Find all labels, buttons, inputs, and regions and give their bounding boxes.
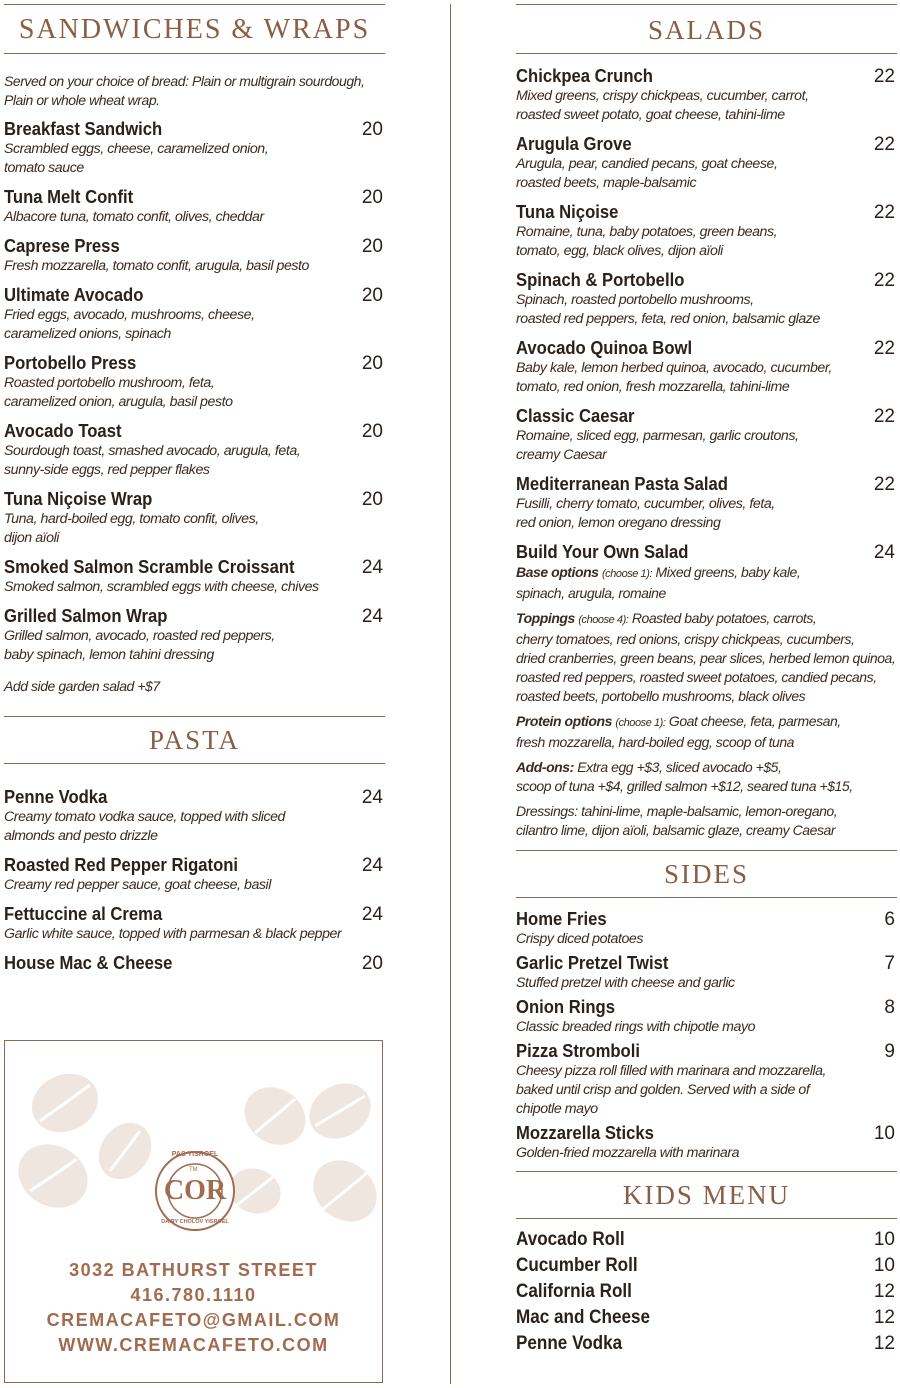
item-price: 24 <box>361 557 383 578</box>
item-price: 22 <box>873 202 895 223</box>
left-column <box>4 0 385 982</box>
item-description: Crispy diced potatoes <box>516 931 643 947</box>
section-title-sandwiches: SANDWICHES & WRAPS <box>18 14 371 45</box>
item-name: Tuna Niçoise <box>516 201 619 222</box>
menu-item <box>4 284 385 344</box>
item-name: Mozzarella Sticks <box>516 1122 654 1143</box>
item-price: 10 <box>873 1229 895 1250</box>
item-description: Fusilli, cherry tomato, cucumber, olives, feta, red onion, lemon oregano dressing <box>516 496 775 531</box>
item-description: Mixed greens, crispy chickpeas, cucumber, carrot, roasted sweet potato, goat cheese, tahini-lime <box>516 88 809 123</box>
divider <box>516 1171 897 1172</box>
item-price: 22 <box>873 270 895 291</box>
item-name: Avocado Quinoa Bowl <box>516 337 693 358</box>
menu-item <box>516 1307 897 1328</box>
item-description: Fresh mozzarella, tomato confit, arugula, basil pesto <box>4 258 309 274</box>
menu-item <box>516 1040 897 1119</box>
item-description: Creamy tomato vodka sauce, topped with sliced almonds and pesto drizzle <box>4 809 285 844</box>
menu-item <box>4 854 385 895</box>
item-price: 24 <box>361 904 383 925</box>
side-salad-note: Add side garden salad +$7 <box>4 678 160 694</box>
item-name: Breakfast Sandwich <box>4 118 163 139</box>
menu-item <box>4 186 385 227</box>
item-price: 24 <box>361 606 383 627</box>
item-price: 24 <box>361 787 383 808</box>
menu-item <box>516 337 897 397</box>
contact-box <box>4 1040 383 1383</box>
item-price: 22 <box>873 474 895 495</box>
section-title-pasta: PASTA <box>149 725 240 755</box>
item-name: Avocado Roll <box>516 1229 625 1250</box>
divider <box>516 897 897 898</box>
menu-item <box>516 1229 897 1250</box>
item-description: Classic breaded rings with chipotle mayo <box>516 1019 756 1035</box>
menu-item <box>516 65 897 125</box>
menu-item <box>4 118 385 178</box>
item-name: Avocado Toast <box>4 420 122 441</box>
divider <box>516 53 897 54</box>
item-price: 20 <box>361 353 383 374</box>
item-price: 20 <box>361 421 383 442</box>
item-price: 22 <box>873 66 895 87</box>
item-price: 6 <box>884 909 895 930</box>
sides-list <box>516 908 897 1163</box>
dressings-options: Dressings: tahini-lime, maple-balsamic, lemon-oregano, cilantro lime, dijon aïoli, balsamic glaze, creamy Caesar <box>516 803 838 838</box>
item-description: Tuna, hard-boiled egg, tomato confit, olives, dijon aïoli <box>4 511 259 546</box>
item-name: Arugula Grove <box>516 133 632 154</box>
toppings-options: Toppings (choose 4): Roasted baby potatoes, carrots, cherry tomatoes, red onions, crispy chickpeas, cucumbers, dried cranberries, green beans, pear slices, herbed lemon quinoa, roasted red peppers, roasted sweet potatoes, candied pecans, roasted beets, portobello mushrooms, black olives <box>516 610 896 704</box>
menu-item <box>4 605 385 665</box>
item-name: Penne Vodka <box>516 1333 623 1354</box>
item-price: 24 <box>873 542 895 563</box>
item-price: 12 <box>873 1333 895 1354</box>
divider <box>516 850 897 851</box>
menu-item <box>516 405 897 465</box>
bread-note: Served on your choice of bread: Plain or multigrain sourdough, Plain or whole wheat wrap. <box>4 73 365 108</box>
right-column <box>516 0 897 1359</box>
item-name: Garlic Pretzel Twist <box>516 952 669 973</box>
menu-item <box>516 269 897 329</box>
salad-list <box>516 65 897 533</box>
item-description: Romaine, sliced egg, parmesan, garlic croutons, creamy Caesar <box>516 428 799 463</box>
divider <box>4 763 385 764</box>
item-name: Grilled Salmon Wrap <box>4 605 168 626</box>
item-description: Roasted portobello mushroom, feta, caramelized onion, arugula, basil pesto <box>4 375 233 410</box>
item-name: California Roll <box>516 1281 632 1302</box>
item-description: Golden-fried mozzarella with marinara <box>516 1145 740 1161</box>
pasta-list <box>4 786 385 974</box>
section-title-kids: KIDS MENU <box>622 1180 791 1210</box>
logo-tm: TM <box>189 1167 198 1173</box>
item-price: 20 <box>361 119 383 140</box>
menu-item <box>4 235 385 276</box>
item-description: Romaine, tuna, baby potatoes, green beans, tomato, egg, black olives, dijon aïoli <box>516 224 778 259</box>
item-description: Cheesy pizza roll filled with marinara and mozzarella, baked until crisp and golden. Served with a side of chipotle mayo <box>516 1063 827 1117</box>
item-name: Fettuccine al Crema <box>4 903 163 924</box>
item-name: Smoked Salmon Scramble Croissant <box>4 556 295 577</box>
menu-item <box>516 201 897 261</box>
item-description: Smoked salmon, scrambled eggs with cheese, chives <box>4 579 319 595</box>
addons-options: Add-ons: Extra egg +$3, sliced avocado +$5, scoop of tuna +$4, grilled salmon +$12, seared tuna +$15, <box>516 759 853 794</box>
item-name: Penne Vodka <box>4 786 108 807</box>
divider <box>516 1218 897 1219</box>
item-name: Tuna Niçoise Wrap <box>4 488 153 509</box>
kids-list <box>516 1229 897 1354</box>
menu-item <box>4 488 385 548</box>
item-price: 20 <box>361 187 383 208</box>
phone: 416.780.1110 <box>130 1285 257 1305</box>
item-description: Fried eggs, avocado, mushrooms, cheese, caramelized onions, spinach <box>4 307 255 342</box>
item-description: Arugula, pear, candied pecans, goat cheese, roasted beets, maple-balsamic <box>516 156 778 191</box>
item-name: Home Fries <box>516 908 607 929</box>
item-price: 20 <box>361 953 383 974</box>
menu-item <box>516 908 897 949</box>
item-price: 22 <box>873 134 895 155</box>
menu-item <box>4 786 385 846</box>
item-price: 20 <box>361 489 383 510</box>
item-price: 10 <box>873 1255 895 1276</box>
item-price: 20 <box>361 236 383 257</box>
item-price: 20 <box>361 285 383 306</box>
item-price: 8 <box>884 997 895 1018</box>
item-price: 22 <box>873 406 895 427</box>
address: 3032 BATHURST STREET <box>69 1260 318 1280</box>
item-price: 7 <box>884 953 895 974</box>
email: CREMACAFETO@GMAIL.COM <box>46 1310 341 1330</box>
item-name: Build Your Own Salad <box>516 541 689 562</box>
website: WWW.CREMACAFETO.COM <box>58 1335 329 1355</box>
menu-item <box>516 996 897 1037</box>
section-title-salads: SALADS <box>647 15 766 45</box>
divider <box>4 716 385 717</box>
item-name: Chickpea Crunch <box>516 65 653 86</box>
item-price: 12 <box>873 1281 895 1302</box>
column-divider <box>450 4 451 1384</box>
protein-options: Protein options (choose 1): Goat cheese, feta, parmesan, fresh mozzarella, hard-boiled egg, scoop of tuna <box>516 713 841 750</box>
item-description: Stuffed pretzel with cheese and garlic <box>516 975 735 991</box>
item-description: Spinach, roasted portobello mushrooms, roasted red peppers, feta, red onion, balsamic glaze <box>516 292 820 327</box>
item-name: Mac and Cheese <box>516 1307 651 1328</box>
divider <box>4 4 385 5</box>
item-description: Creamy red pepper sauce, goat cheese, basil <box>4 877 271 893</box>
item-name: House Mac & Cheese <box>4 952 173 973</box>
menu-item <box>4 556 385 597</box>
sandwich-list <box>4 118 385 665</box>
item-name: Cucumber Roll <box>516 1255 638 1276</box>
item-price: 24 <box>361 855 383 876</box>
item-name: Ultimate Avocado <box>4 284 144 305</box>
section-title-sides: SIDES <box>663 859 749 889</box>
base-options: Base options (choose 1): Mixed greens, baby kale, spinach, arugula, romaine <box>516 564 801 601</box>
item-name: Portobello Press <box>4 352 137 373</box>
menu-item <box>516 1122 897 1163</box>
menu-item <box>4 420 385 480</box>
menu-item <box>4 903 385 944</box>
item-name: Spinach & Portobello <box>516 269 685 290</box>
item-description: Baby kale, lemon herbed quinoa, avocado, cucumber, tomato, red onion, fresh mozzarella, tahini-lime <box>516 360 832 395</box>
item-price: 22 <box>873 338 895 359</box>
kosher-logo <box>153 1149 237 1233</box>
logo-top-text: PAS YISROEL <box>171 1151 219 1158</box>
item-description: Albacore tuna, tomato confit, olives, cheddar <box>4 209 264 225</box>
menu-item <box>516 473 897 533</box>
item-name: Classic Caesar <box>516 405 635 426</box>
item-description: Grilled salmon, avocado, roasted red peppers, baby spinach, lemon tahini dressing <box>4 628 275 663</box>
menu-item <box>516 952 897 993</box>
item-price: 12 <box>873 1307 895 1328</box>
item-name: Roasted Red Pepper Rigatoni <box>4 854 239 875</box>
item-name: Mediterranean Pasta Salad <box>516 473 728 494</box>
build-your-own-salad <box>516 541 897 840</box>
item-description: Scrambled eggs, cheese, caramelized onion, tomato sauce <box>4 141 269 176</box>
item-price: 10 <box>873 1123 895 1144</box>
item-name: Pizza Stromboli <box>516 1040 640 1061</box>
logo-mark: COR <box>163 1175 227 1206</box>
item-price: 9 <box>884 1041 895 1062</box>
divider <box>516 4 897 5</box>
menu-item <box>516 1281 897 1302</box>
menu-item <box>516 133 897 193</box>
menu-item <box>516 1333 897 1354</box>
item-description: Garlic white sauce, topped with parmesan & black pepper <box>4 926 342 942</box>
item-name: Onion Rings <box>516 996 615 1017</box>
menu-item <box>4 352 385 412</box>
item-description: Sourdough toast, smashed avocado, arugula, feta, sunny-side eggs, red pepper flakes <box>4 443 301 478</box>
logo-bottom-text: DAIRY CHOLOV YISROEL <box>161 1219 229 1225</box>
menu-item <box>516 1255 897 1276</box>
item-name: Tuna Melt Confit <box>4 186 134 207</box>
item-name: Caprese Press <box>4 235 120 256</box>
divider <box>4 53 385 54</box>
menu-item <box>4 952 385 974</box>
